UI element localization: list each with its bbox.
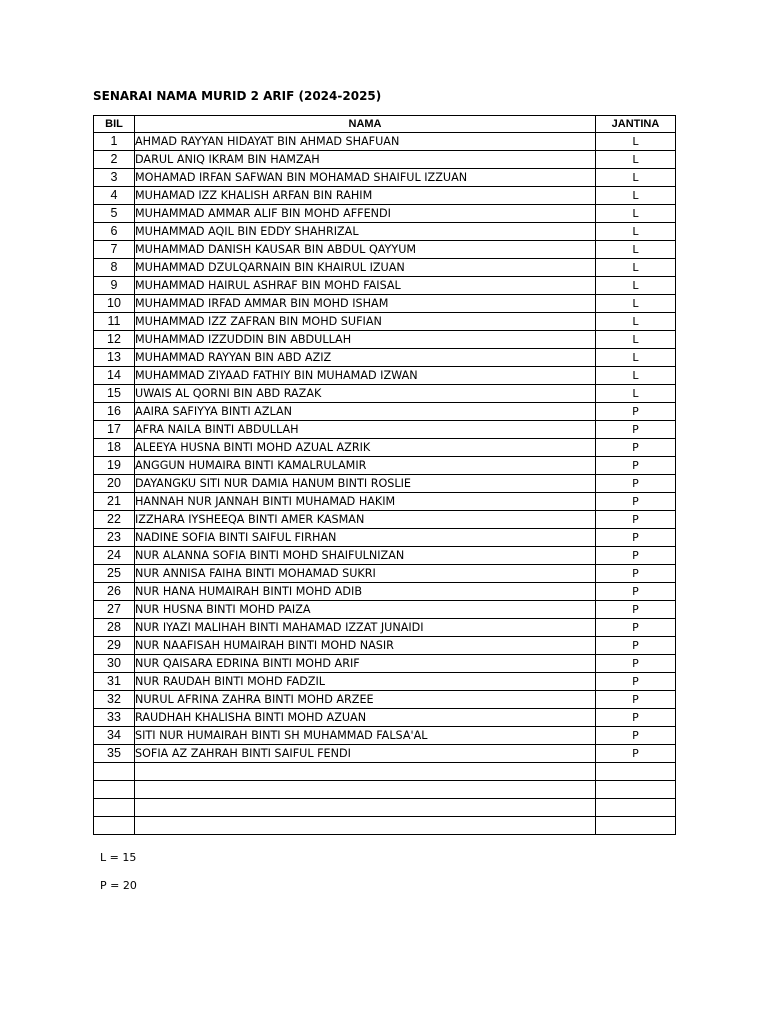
cell-jantina: P: [596, 547, 676, 565]
cell-bil: 18: [94, 439, 135, 457]
cell-nama: SITI NUR HUMAIRAH BINTI SH MUHAMMAD FALSA'AL: [135, 727, 596, 745]
cell-jantina: L: [596, 133, 676, 151]
cell-jantina: L: [596, 385, 676, 403]
cell-jantina: L: [596, 295, 676, 313]
table-row: [94, 763, 676, 781]
cell-bil: 1: [94, 133, 135, 151]
cell-jantina: P: [596, 673, 676, 691]
cell-jantina: P: [596, 565, 676, 583]
document-title: SENARAI NAMA MURID 2 ARIF (2024-2025): [93, 89, 382, 103]
cell-bil: [94, 799, 135, 817]
column-header-bil: BIL: [94, 116, 135, 133]
cell-jantina: L: [596, 367, 676, 385]
cell-bil: 8: [94, 259, 135, 277]
cell-bil: 16: [94, 403, 135, 421]
table-row: [94, 691, 676, 709]
cell-nama: NUR HUSNA BINTI MOHD PAIZA: [135, 601, 596, 619]
table-row: [94, 169, 676, 187]
cell-jantina: P: [596, 655, 676, 673]
column-header-jantina: JANTINA: [596, 116, 676, 133]
cell-nama: [135, 799, 596, 817]
cell-nama: MUHAMMAD AQIL BIN EDDY SHAHRIZAL: [135, 223, 596, 241]
table-row: [94, 403, 676, 421]
cell-jantina: L: [596, 313, 676, 331]
cell-bil: 10: [94, 295, 135, 313]
cell-nama: HANNAH NUR JANNAH BINTI MUHAMAD HAKIM: [135, 493, 596, 511]
table-row: [94, 673, 676, 691]
cell-nama: MUHAMMAD IZZUDDIN BIN ABDULLAH: [135, 331, 596, 349]
table-row: [94, 655, 676, 673]
cell-nama: IZZHARA IYSHEEQA BINTI AMER KASMAN: [135, 511, 596, 529]
cell-nama: MOHAMAD IRFAN SAFWAN BIN MOHAMAD SHAIFUL IZZUAN: [135, 169, 596, 187]
table-row: [94, 727, 676, 745]
cell-jantina: [596, 817, 676, 835]
cell-jantina: P: [596, 691, 676, 709]
cell-jantina: P: [596, 709, 676, 727]
cell-jantina: [596, 799, 676, 817]
cell-bil: 31: [94, 673, 135, 691]
cell-jantina: L: [596, 277, 676, 295]
cell-bil: 25: [94, 565, 135, 583]
cell-bil: 7: [94, 241, 135, 259]
cell-bil: 26: [94, 583, 135, 601]
cell-jantina: P: [596, 403, 676, 421]
cell-jantina: P: [596, 475, 676, 493]
table-row: [94, 349, 676, 367]
cell-jantina: L: [596, 187, 676, 205]
table-row: [94, 475, 676, 493]
cell-nama: AAIRA SAFIYYA BINTI AZLAN: [135, 403, 596, 421]
table-row: [94, 205, 676, 223]
cell-bil: [94, 763, 135, 781]
summary-perempuan: P = 20: [100, 879, 137, 892]
cell-nama: NUR NAAFISAH HUMAIRAH BINTI MOHD NASIR: [135, 637, 596, 655]
cell-nama: NUR RAUDAH BINTI MOHD FADZIL: [135, 673, 596, 691]
cell-jantina: L: [596, 151, 676, 169]
cell-bil: 4: [94, 187, 135, 205]
cell-bil: 28: [94, 619, 135, 637]
cell-bil: 11: [94, 313, 135, 331]
cell-nama: [135, 763, 596, 781]
cell-nama: MUHAMMAD ZIYAAD FATHIY BIN MUHAMAD IZWAN: [135, 367, 596, 385]
cell-jantina: P: [596, 583, 676, 601]
table-row: [94, 781, 676, 799]
cell-nama: RAUDHAH KHALISHA BINTI MOHD AZUAN: [135, 709, 596, 727]
cell-nama: ANGGUN HUMAIRA BINTI KAMALRULAMIR: [135, 457, 596, 475]
cell-jantina: [596, 763, 676, 781]
summary-lelaki: L = 15: [100, 851, 137, 864]
cell-bil: 22: [94, 511, 135, 529]
cell-bil: 6: [94, 223, 135, 241]
cell-bil: 17: [94, 421, 135, 439]
cell-jantina: P: [596, 493, 676, 511]
cell-nama: AFRA NAILA BINTI ABDULLAH: [135, 421, 596, 439]
cell-nama: [135, 817, 596, 835]
cell-bil: 30: [94, 655, 135, 673]
cell-nama: AHMAD RAYYAN HIDAYAT BIN AHMAD SHAFUAN: [135, 133, 596, 151]
cell-bil: 35: [94, 745, 135, 763]
cell-nama: MUHAMMAD AMMAR ALIF BIN MOHD AFFENDI: [135, 205, 596, 223]
table-row: [94, 331, 676, 349]
cell-jantina: L: [596, 223, 676, 241]
table-row: [94, 151, 676, 169]
table-row: [94, 511, 676, 529]
cell-bil: 3: [94, 169, 135, 187]
cell-jantina: P: [596, 637, 676, 655]
student-table: [93, 115, 676, 835]
table-row: [94, 583, 676, 601]
cell-bil: 33: [94, 709, 135, 727]
table-row: [94, 313, 676, 331]
table-row: [94, 601, 676, 619]
table-row: [94, 367, 676, 385]
cell-nama: MUHAMAD IZZ KHALISH ARFAN BIN RAHIM: [135, 187, 596, 205]
cell-bil: 2: [94, 151, 135, 169]
table-header-row: [94, 116, 676, 133]
table-row: [94, 493, 676, 511]
table-row: [94, 241, 676, 259]
cell-nama: MUHAMMAD IRFAD AMMAR BIN MOHD ISHAM: [135, 295, 596, 313]
cell-nama: UWAIS AL QORNI BIN ABD RAZAK: [135, 385, 596, 403]
cell-nama: NURUL AFRINA ZAHRA BINTI MOHD ARZEE: [135, 691, 596, 709]
cell-jantina: L: [596, 331, 676, 349]
cell-bil: 34: [94, 727, 135, 745]
cell-jantina: [596, 781, 676, 799]
cell-bil: 19: [94, 457, 135, 475]
cell-bil: [94, 781, 135, 799]
table-row: [94, 547, 676, 565]
cell-nama: MUHAMMAD RAYYAN BIN ABD AZIZ: [135, 349, 596, 367]
cell-jantina: P: [596, 421, 676, 439]
cell-bil: 9: [94, 277, 135, 295]
cell-bil: [94, 817, 135, 835]
cell-bil: 24: [94, 547, 135, 565]
table-row: [94, 259, 676, 277]
table-row: [94, 565, 676, 583]
cell-nama: NADINE SOFIA BINTI SAIFUL FIRHAN: [135, 529, 596, 547]
cell-bil: 13: [94, 349, 135, 367]
table-row: [94, 385, 676, 403]
cell-bil: 32: [94, 691, 135, 709]
cell-bil: 29: [94, 637, 135, 655]
table-row: [94, 277, 676, 295]
table-row: [94, 457, 676, 475]
cell-nama: NUR HANA HUMAIRAH BINTI MOHD ADIB: [135, 583, 596, 601]
cell-nama: MUHAMMAD DZULQARNAIN BIN KHAIRUL IZUAN: [135, 259, 596, 277]
table-row: [94, 817, 676, 835]
cell-nama: DAYANGKU SITI NUR DAMIA HANUM BINTI ROSLIE: [135, 475, 596, 493]
cell-bil: 21: [94, 493, 135, 511]
cell-nama: NUR IYAZI MALIHAH BINTI MAHAMAD IZZAT JUNAIDI: [135, 619, 596, 637]
table-row: [94, 619, 676, 637]
table-row: [94, 799, 676, 817]
cell-nama: [135, 781, 596, 799]
table-row: [94, 439, 676, 457]
table-row: [94, 709, 676, 727]
cell-bil: 23: [94, 529, 135, 547]
table-row: [94, 745, 676, 763]
cell-jantina: L: [596, 169, 676, 187]
table-row: [94, 187, 676, 205]
cell-bil: 12: [94, 331, 135, 349]
cell-bil: 5: [94, 205, 135, 223]
cell-jantina: P: [596, 529, 676, 547]
cell-jantina: L: [596, 241, 676, 259]
table-row: [94, 295, 676, 313]
table-row: [94, 421, 676, 439]
cell-nama: NUR QAISARA EDRINA BINTI MOHD ARIF: [135, 655, 596, 673]
table-row: [94, 529, 676, 547]
cell-nama: SOFIA AZ ZAHRAH BINTI SAIFUL FENDI: [135, 745, 596, 763]
cell-jantina: P: [596, 439, 676, 457]
cell-nama: MUHAMMAD HAIRUL ASHRAF BIN MOHD FAISAL: [135, 277, 596, 295]
column-header-nama: NAMA: [135, 116, 596, 133]
table-row: [94, 637, 676, 655]
cell-nama: ALEEYA HUSNA BINTI MOHD AZUAL AZRIK: [135, 439, 596, 457]
cell-jantina: P: [596, 745, 676, 763]
cell-bil: 27: [94, 601, 135, 619]
table-row: [94, 133, 676, 151]
cell-jantina: P: [596, 619, 676, 637]
cell-jantina: P: [596, 601, 676, 619]
cell-nama: MUHAMMAD IZZ ZAFRAN BIN MOHD SUFIAN: [135, 313, 596, 331]
cell-jantina: L: [596, 205, 676, 223]
cell-nama: MUHAMMAD DANISH KAUSAR BIN ABDUL QAYYUM: [135, 241, 596, 259]
cell-jantina: L: [596, 259, 676, 277]
cell-jantina: P: [596, 511, 676, 529]
cell-bil: 14: [94, 367, 135, 385]
table-body: [94, 133, 676, 835]
cell-nama: NUR ANNISA FAIHA BINTI MOHAMAD SUKRI: [135, 565, 596, 583]
cell-nama: DARUL ANIQ IKRAM BIN HAMZAH: [135, 151, 596, 169]
cell-jantina: L: [596, 349, 676, 367]
cell-jantina: P: [596, 457, 676, 475]
cell-bil: 20: [94, 475, 135, 493]
table-row: [94, 223, 676, 241]
cell-jantina: P: [596, 727, 676, 745]
cell-bil: 15: [94, 385, 135, 403]
cell-nama: NUR ALANNA SOFIA BINTI MOHD SHAIFULNIZAN: [135, 547, 596, 565]
